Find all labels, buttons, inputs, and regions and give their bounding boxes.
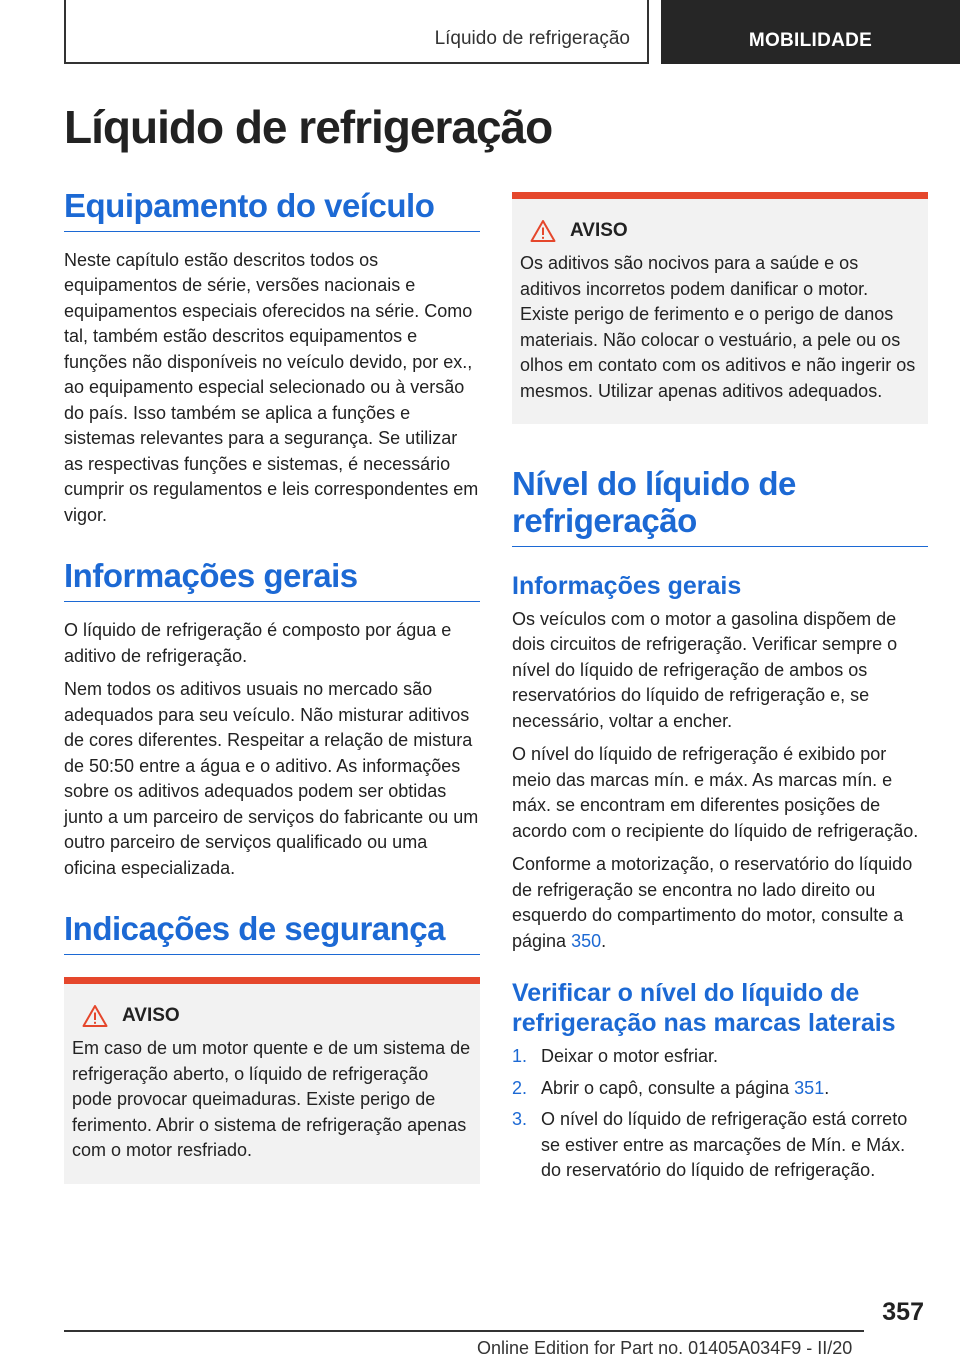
right-column [512,192,928,1190]
left-column [64,188,480,1184]
step-item [512,1107,928,1184]
section-equipment [64,188,480,528]
heading-general-info-level: Informações gerais [512,571,742,600]
warning-text: Os aditivos são nocivos para a saúde e os aditivos incorretos podem danificar o motor. Existe perigo de ferimento e o perigo de danos materiais. Não colocar o vestuário, a pele ou os olhos em contato com os aditivos e não ingerir os mesmos. Utilizar apenas aditivos adequados. [520,253,916,401]
warning-box-hot-engine [64,977,480,1184]
step-item [512,1044,928,1070]
step-text: O nível do líquido de refrigeração está correto se estiver entre as marcações de Mín. e Máx. do reservatório do líquido de refrigeração. [541,1109,908,1181]
footer-divider [64,1330,864,1332]
warning-header [520,219,920,243]
general-text-2: Nem todos os aditivos usuais no mercado são adequados para seu veículo. Não misturar aditivos de cores diferentes. Respeitar a relação de mistura de 50:50 entre a água e o aditivo. As informações sobre os aditivos adequados podem ser obtidas junto a um parceiro de serviços do fabricante ou um outro parceiro de serviços qualificado ou uma oficina especializada. [64,679,479,878]
step-text: Abrir o capô, consulte a página 351. [541,1077,830,1098]
level-text-1: Os veículos com o motor a gasolina dispõem de dois circuitos de refrigeração. Verificar sempre o nível do líquido de refrigeração de ambos os reservatórios do líquido de refrigeração e, se necessário, voltar a encher. [512,608,898,731]
step-item [512,1076,928,1102]
warning-header [72,1004,472,1028]
warning-box-additives [512,192,928,424]
heading-general-info: Informações gerais [64,558,480,602]
warning-label: AVISO [570,220,628,241]
section-check-level [512,978,928,1184]
chapter-tab[interactable]: MOBILIDADE [661,0,960,64]
page-number: 357 [882,1298,924,1326]
step-number: 3. [512,1109,528,1130]
level-text-2: O nível do líquido de refrigeração é exibido por meio das marcas mín. e máx. As marcas mín. e máx. se encontram em diferentes posições de acordo com o recipiente do líquido de refrigeração. [512,744,919,841]
footer-edition: Online Edition for Part no. 01405A034F9 - II/20 [477,1338,853,1358]
warning-triangle-icon [530,219,556,243]
steps-list [512,1044,928,1184]
equipment-text: Neste capítulo estão descritos todos os equipamentos de série, versões nacionais e equipamentos especiais oferecidos na série. Como tal, também estão descritos equipamentos e funções não disponíveis no veículo devido, por ex., ao equipamento especial selecionado ou à versão do país. Isso também se aplica a funções e sistemas relevantes para a segurança. Se utilizar as respectivas funções e sistemas, é necessário cumprir os regulamentos e leis correspondentes em vigor. [64,249,479,525]
heading-safety: Indicações de segurança [64,911,480,955]
level-text-3: Conforme a motorização, o reservatório do líquido de refrigeração se encontra no lado direito ou esquerdo do compartimento do motor, consulte a página 350. [512,854,913,951]
section-coolant-level [512,466,928,954]
page-link-350[interactable]: 350 [571,930,602,951]
step-text: Deixar o motor esfriar. [541,1046,719,1067]
page-link-351[interactable]: 351 [794,1077,825,1098]
heading-coolant-level: Nível do líquido de refrigeração [512,466,928,547]
step-number: 1. [512,1046,528,1067]
header-section-title: Líquido de refrigeração [434,28,630,49]
section-general-info [64,558,480,881]
heading-check-level: Verificar o nível do líquido de refrigeração nas marcas laterais [512,979,896,1038]
page-title: Líquido de refrigeração [64,101,553,153]
warning-label: AVISO [122,1005,180,1027]
section-safety [64,911,480,1183]
general-text-1: O líquido de refrigeração é composto por água e aditivo de refrigeração. [64,620,452,666]
warning-text: Em caso de um motor quente e de um sistema de refrigeração aberto, o líquido de refrigeração pode provocar queimaduras. Existe perigo de ferimento. Abrir o sistema de refrigeração apenas com o motor resfriado. [72,1038,471,1161]
heading-equipment: Equipamento do veículo [64,188,480,232]
step-number: 2. [512,1077,528,1098]
warning-triangle-icon [82,1004,108,1028]
